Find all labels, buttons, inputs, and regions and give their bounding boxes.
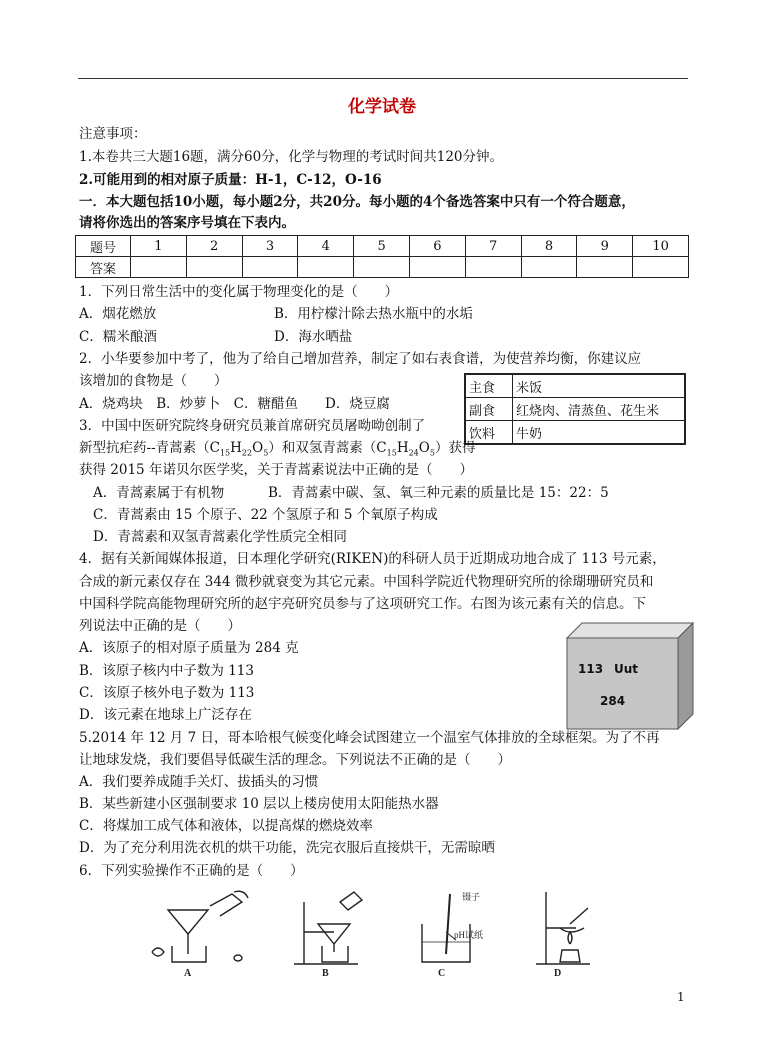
- answer-table-header-row: [76, 236, 689, 257]
- lab-apparatus-figure: [150, 888, 590, 980]
- q4-stem-line-3: 中国科学院高能物理研究所的赵宇亮研究员参与了这项研究工作。右图为该元素有关的信息。下: [79, 596, 646, 612]
- question-number-cell: 4: [298, 236, 354, 257]
- section-1-instruction: 请将你选出的答案序号填在下表内。: [79, 215, 295, 231]
- header-rule: [78, 78, 688, 79]
- q3-option-c: C．青蒿素由 15 个原子、22 个氢原子和 5 个氧原子构成: [93, 507, 438, 523]
- q5-stem-line-2: 让地球发烧，我们要倡导低碳生活的理念。下列说法不正确的是（ ）: [79, 752, 511, 768]
- notice-heading: 注意事项：: [79, 126, 147, 142]
- recipe-value: 红烧肉、清蒸鱼、花生米: [513, 398, 686, 421]
- q4-option-a: A．该原子的相对原子质量为 284 克: [79, 640, 299, 656]
- recipe-row: [465, 421, 685, 445]
- page-title: 化学试卷: [348, 97, 416, 117]
- element-symbol: Uut: [614, 662, 639, 676]
- ph-paper-label: pH试纸: [454, 930, 483, 940]
- answer-cell[interactable]: [186, 257, 242, 278]
- q4-stem-line-1: 4．据有关新闻媒体报道，日本理化学研究(RIKEN)的科研人员于近期成功地合成了 113 号元素，: [79, 551, 666, 567]
- question-number-cell: 9: [577, 236, 633, 257]
- answer-cell[interactable]: [521, 257, 577, 278]
- question-number-cell: 7: [465, 236, 521, 257]
- element-info-cube: [566, 622, 694, 730]
- q3-option-b: B．青蒿素中碳、氢、氧三种元素的质量比是 15：22：5: [268, 485, 609, 501]
- recipe-key: 饮料: [465, 421, 513, 445]
- q2-stem-line-2: 该增加的食物是（ ）: [79, 373, 228, 389]
- recipe-table: [464, 373, 686, 445]
- answer-cell[interactable]: [242, 257, 298, 278]
- recipe-value: 牛奶: [513, 421, 686, 445]
- tweezers-label: 镊子: [462, 892, 481, 902]
- q5-option-a: A．我们要养成随手关灯、拔插头的习惯: [79, 774, 319, 790]
- apparatus-a-label: A: [184, 968, 192, 979]
- apparatus-c: [422, 894, 470, 962]
- apparatus-b: [294, 892, 362, 964]
- answer-table-answer-row: [76, 257, 689, 278]
- q3-stem-line-3: 获得 2015 年诺贝尔医学奖，关于青蒿素说法中正确的是（ ）: [79, 462, 473, 478]
- q5-option-c: C．将煤加工成气体和液体，以提高煤的燃烧效率: [79, 818, 373, 834]
- recipe-row: [465, 374, 685, 398]
- question-number-cell: 8: [521, 236, 577, 257]
- answer-row-label: 答案: [76, 257, 131, 278]
- recipe-row: [465, 398, 685, 421]
- q4-stem-line-4: 列说法中正确的是（ ）: [79, 618, 241, 634]
- page-number: 1: [677, 990, 685, 1004]
- q1-option-b: B．用柠檬汁除去热水瓶中的水垢: [274, 306, 473, 322]
- q4-option-c: C．该原子核外电子数为 113: [79, 685, 255, 701]
- apparatus-a: [152, 891, 248, 962]
- q1-stem: 1．下列日常生活中的变化属于物理变化的是（ ）: [79, 284, 399, 300]
- element-atomic-number: 113: [578, 662, 604, 676]
- q1-option-d: D．海水晒盐: [274, 329, 353, 345]
- question-number-cell: 5: [354, 236, 410, 257]
- q3-option-d: D．青蒿素和双氢青蒿素化学性质完全相同: [93, 529, 347, 545]
- q5-option-b: B．某些新建小区强制要求 10 层以上楼房使用太阳能热水器: [79, 796, 439, 812]
- q5-option-d: D．为了充分利用洗衣机的烘干功能，洗完衣服后直接烘干，无需晾晒: [79, 840, 495, 856]
- q3-stem-line-2: 新型抗疟药--青蒿素$(C_{15}H_{22}O_5)$和双氢青蒿素$(C_{15}H_{24}O_5)$获得: [79, 440, 476, 458]
- answer-cell[interactable]: [409, 257, 465, 278]
- notice-line-2: 2.可能用到的相对原子质量：H-1，C-12，O-16: [79, 172, 382, 188]
- answer-cell[interactable]: [633, 257, 689, 278]
- q4-stem-line-2: 合成的新元素仅存在 344 微秒就衰变为其它元素。中国科学院近代物理研究所的徐瑚珊研究员和: [79, 574, 654, 590]
- q1-option-a: A．烟花燃放: [79, 306, 157, 322]
- apparatus-d-label: D: [554, 968, 562, 979]
- question-number-cell: 3: [242, 236, 298, 257]
- answer-table-row-label: 题号: [76, 236, 131, 257]
- q2-options: A．烧鸡块 B．炒萝卜 C．糖醋鱼 D．烧豆腐: [79, 396, 390, 412]
- apparatus-b-label: B: [322, 968, 329, 979]
- question-number-cell: 2: [186, 236, 242, 257]
- q4-option-d: D．该元素在地球上广泛存在: [79, 707, 252, 723]
- answer-cell[interactable]: [298, 257, 354, 278]
- answer-cell[interactable]: [465, 257, 521, 278]
- notice-line-1: 1.本卷共三大题16题，满分60分，化学与物理的考试时间共120分钟。: [79, 149, 504, 165]
- answer-table: [75, 235, 689, 278]
- q6-stem: 6．下列实验操作不正确的是（ ）: [79, 863, 304, 879]
- apparatus-d: [536, 892, 590, 964]
- recipe-key: 主食: [465, 374, 513, 398]
- q1-option-c: C．糯米酿酒: [79, 329, 157, 345]
- q4-option-b: B．该原子核内中子数为 113: [79, 663, 254, 679]
- q3-stem-line-1: 3．中国中医研究院终身研究员兼首席研究员屠呦呦创制了: [79, 418, 426, 434]
- answer-cell[interactable]: [354, 257, 410, 278]
- question-number-cell: 10: [633, 236, 689, 257]
- answer-cell[interactable]: [131, 257, 187, 278]
- answer-cell[interactable]: [577, 257, 633, 278]
- recipe-key: 副食: [465, 398, 513, 421]
- apparatus-c-label: C: [438, 968, 446, 979]
- question-number-cell: 1: [131, 236, 187, 257]
- cube-shape: [566, 622, 694, 730]
- section-1-intro: 一．本大题包括10小题，每小题2分，共20分。每小题的4个备选答案中只有一个符合题意，: [79, 194, 635, 210]
- element-atomic-mass: 284: [600, 694, 626, 708]
- q5-stem-line-1: 5.2014 年 12 月 7 日，哥本哈根气候变化峰会试图建立一个温室气体排放的全球框架。为了不再: [79, 730, 660, 746]
- q2-stem-line-1: 2．小华要参加中考了，他为了给自己增加营养，制定了如右表食谱，为使营养均衡，你建议应: [79, 351, 642, 367]
- recipe-value: 米饭: [513, 374, 686, 398]
- question-number-cell: 6: [409, 236, 465, 257]
- q3-option-a: A．青蒿素属于有机物: [93, 485, 225, 501]
